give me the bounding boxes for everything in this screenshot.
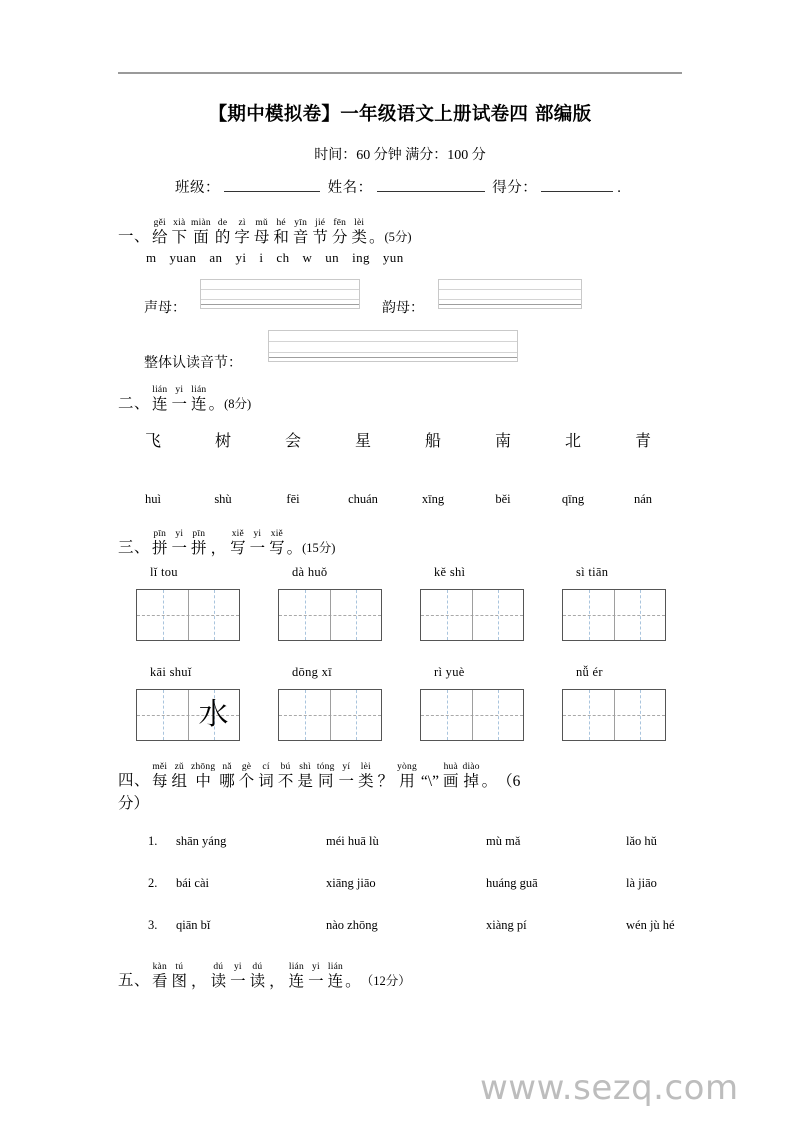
score-input-line[interactable] (541, 178, 613, 192)
ruby-item (172, 529, 188, 557)
letter-item: m (146, 250, 157, 265)
match-character[interactable]: 北 (564, 433, 581, 450)
ruby-pinyin: xià (173, 218, 186, 228)
ruby-item (230, 529, 246, 557)
ruby-item (152, 385, 168, 413)
student-info-row (175, 176, 655, 197)
question-4-row-3 (148, 918, 675, 933)
ruby-char: 不 (277, 773, 294, 790)
ruby-char: 拼 (191, 540, 207, 557)
ruby-char: ， (210, 540, 227, 557)
ruby-item (172, 762, 188, 790)
ruby-pinyin: miàn (191, 218, 211, 228)
question-3-row1-prompts (136, 563, 704, 581)
question-1-period: 。 (368, 229, 385, 246)
grid-divider (330, 590, 331, 640)
ruby-item (293, 218, 309, 246)
name-input-line[interactable] (377, 178, 485, 192)
letter-item: i (259, 250, 264, 265)
ruby-pinyin: dú (252, 962, 263, 972)
ruby-char: 中 (195, 773, 211, 790)
guide-line (439, 289, 581, 290)
ruby-item (328, 962, 344, 990)
ruby-pinyin: dú (213, 962, 224, 972)
word-prompt: dà huǒ (292, 565, 328, 579)
ruby-item (211, 962, 227, 990)
ruby-char: 连 (191, 396, 207, 413)
ruby-char: 个 (238, 773, 255, 790)
question-1-heading (118, 218, 412, 246)
ruby-item (172, 385, 188, 413)
ruby-pinyin: lián (152, 385, 168, 395)
ruby-pinyin: lèi (354, 218, 365, 228)
match-pinyin[interactable]: chuán (348, 492, 378, 506)
question-5-number: 五、 (118, 972, 151, 989)
ruby-item (234, 218, 250, 246)
ruby-item (172, 218, 188, 246)
ruby-pinyin: xiě (231, 529, 244, 539)
ruby-item (317, 762, 335, 790)
ruby-char: ？ (377, 773, 394, 790)
ruby-char: 组 (171, 773, 188, 790)
question-1-score: (5分) (384, 230, 412, 244)
word-option[interactable]: wén jù hé (626, 918, 675, 932)
ruby-char: 拼 (152, 540, 168, 557)
ruby-pinyin: yi (175, 385, 184, 395)
ruby-char: 给 (152, 229, 168, 246)
ruby-char: 分 (331, 229, 348, 246)
ruby-pinyin: tóng (316, 762, 335, 772)
ruby-item (152, 218, 168, 246)
shengmu-answer-box[interactable] (200, 279, 360, 309)
ruby-char: 连 (327, 973, 344, 990)
row-index: 3. (148, 918, 158, 932)
word-prompt: rì yuè (434, 665, 465, 679)
ruby-char: 下 (171, 229, 188, 246)
match-character[interactable]: 树 (214, 433, 231, 450)
ruby-item (250, 962, 266, 990)
ruby-item (152, 529, 168, 557)
ruby-char: 面 (193, 229, 209, 246)
question-5-period: 。 (345, 973, 361, 990)
grid-divider (472, 690, 473, 740)
guide-line (201, 304, 359, 305)
question-4-score-part1: （6 (497, 773, 521, 790)
question-3-number: 三、 (118, 539, 151, 556)
word-option[interactable]: là jiāo (626, 876, 657, 890)
ruby-item (250, 529, 266, 557)
ruby-pinyin: nǎ (222, 762, 232, 772)
grid-filled-character (421, 690, 472, 740)
word-option[interactable]: xiàng pí (486, 918, 527, 932)
ruby-pinyin: pīn (192, 529, 206, 539)
ruby-char: 一 (308, 973, 324, 990)
ruby-pinyin: gěi (153, 218, 166, 228)
word-prompt: dōng xī (292, 665, 332, 679)
match-pinyin[interactable]: huì (145, 492, 161, 506)
ruby-pinyin: jié (315, 218, 326, 228)
ruby-pinyin: yi (233, 962, 242, 972)
ruby-item (351, 218, 367, 246)
letter-item: yuan (169, 250, 197, 265)
guide-line (269, 357, 517, 358)
ruby-char: 节 (312, 229, 328, 246)
match-pinyin[interactable]: nán (633, 492, 653, 506)
question-4-score-part2: 分） (118, 795, 150, 812)
word-option[interactable]: nào zhōng (326, 918, 378, 932)
question-5-score: （12分） (360, 974, 411, 988)
word-prompt: lǐ tou (150, 565, 178, 579)
ruby-pinyin: cí (262, 762, 270, 772)
tianzige-grid[interactable] (420, 589, 524, 641)
ruby-item (397, 762, 417, 790)
ruby-char: 哪 (219, 773, 235, 790)
ruby-pinyin: lián (191, 385, 207, 395)
ruby-char: ， (191, 973, 207, 990)
ruby-char: 和 (273, 229, 289, 246)
ruby-pinyin: lián (327, 962, 343, 972)
ruby-pinyin: hé (276, 218, 286, 228)
top-divider-rule (118, 72, 682, 74)
trailing-dot: . (617, 180, 621, 196)
ruby-item (152, 762, 168, 790)
grid-divider (472, 590, 473, 640)
ruby-pinyin: yi (312, 962, 320, 972)
ruby-pinyin: měi (152, 762, 168, 772)
question-2-number: 二、 (118, 395, 151, 412)
class-label: 班级： (175, 180, 220, 196)
letter-item: w (302, 250, 313, 265)
word-prompt: kě shì (434, 565, 466, 579)
word-option[interactable]: lǎo hǔ (626, 834, 657, 848)
ruby-item (191, 972, 207, 990)
match-pinyin[interactable]: xīng (421, 492, 445, 506)
row-index: 1. (148, 834, 158, 848)
ruby-char: 母 (253, 229, 270, 246)
question-3-heading (118, 529, 335, 557)
ruby-char: 一 (171, 396, 188, 413)
class-input-line[interactable] (224, 178, 320, 192)
tianzige-grid[interactable] (278, 589, 382, 641)
exam-subtitle: 时间：60 分钟 满分：100 分 (314, 148, 486, 163)
ruby-pinyin: zì (238, 218, 246, 228)
ruby-char: 图 (171, 973, 188, 990)
ruby-pinyin: pīn (153, 529, 167, 539)
tianzige-grid[interactable] (420, 689, 524, 741)
grid-filled-character (421, 590, 472, 640)
ruby-item (339, 762, 355, 790)
ruby-pinyin: mǔ (255, 218, 268, 228)
grid-divider (614, 590, 615, 640)
ruby-char: 掉 (463, 773, 479, 790)
grid-filled-character (563, 690, 614, 740)
question-2-score: (8分) (224, 397, 252, 411)
ruby-pinyin: xiě (270, 529, 283, 539)
ruby-item (211, 539, 227, 557)
score-label: 得分： (492, 180, 538, 196)
ruby-char: 字 (234, 229, 250, 246)
word-option[interactable]: xiāng jiāo (326, 876, 376, 890)
guide-line (439, 299, 581, 300)
match-pinyin[interactable]: qīng (561, 492, 585, 506)
word-prompt: kāi shuǐ (150, 665, 192, 679)
site-watermark: www.sezq.com (480, 1068, 739, 1108)
ruby-pinyin: zǔ (174, 762, 184, 772)
yunmu-label: 韵母： (382, 301, 424, 316)
ruby-char: 词 (258, 773, 274, 790)
ruby-item (332, 218, 348, 246)
word-option[interactable]: méi huā lù (326, 834, 379, 848)
ruby-char: 读 (249, 973, 266, 990)
name-label: 姓名： (327, 180, 373, 196)
ruby-char: 连 (152, 396, 168, 413)
tianzige-grid[interactable] (562, 589, 666, 641)
word-prompt: sì tiān (576, 565, 609, 579)
ruby-pinyin: yi (175, 529, 184, 539)
zhengti-label: 整体认读音节： (144, 356, 242, 371)
shengmu-label: 声母： (144, 301, 186, 316)
ruby-pinyin: kàn (152, 962, 167, 972)
word-option[interactable]: huáng guā (486, 876, 538, 890)
ruby-pinyin: fēn (333, 218, 347, 228)
question-4-period: 。 (481, 773, 498, 790)
question-4-row-2 (148, 876, 657, 891)
grid-divider (614, 690, 615, 740)
tianzige-grid[interactable] (136, 589, 240, 641)
match-character[interactable]: 青 (634, 433, 651, 450)
guide-line (269, 341, 517, 342)
ruby-item (278, 762, 294, 790)
ruby-char: 读 (210, 973, 227, 990)
question-3-row1-grids (136, 589, 704, 641)
ruby-item (152, 962, 168, 990)
ruby-item (273, 218, 289, 246)
ruby-char: 写 (269, 540, 285, 557)
word-option[interactable]: shān yáng (176, 834, 227, 848)
grid-filled-character (137, 590, 188, 640)
ruby-pinyin: yí (342, 762, 351, 772)
ruby-item (219, 762, 235, 790)
match-character[interactable]: 船 (424, 433, 441, 450)
ruby-item (443, 762, 459, 790)
guide-line (269, 352, 517, 353)
ruby-char: 一 (230, 973, 246, 990)
guide-line (201, 289, 359, 290)
ruby-item (191, 762, 215, 790)
ruby-pinyin: yi (253, 529, 262, 539)
ruby-item (421, 772, 439, 790)
ruby-item (191, 218, 211, 246)
ruby-char: 音 (292, 229, 309, 246)
ruby-pinyin: lèi (360, 762, 371, 772)
question-1-number: 一、 (118, 228, 151, 245)
ruby-pinyin: huà (443, 762, 458, 772)
question-4-number: 四、 (118, 772, 151, 789)
ruby-item (269, 529, 285, 557)
ruby-char: 画 (442, 773, 459, 790)
ruby-item (191, 385, 207, 413)
question-3-row2-grids (136, 689, 704, 741)
ruby-char: 类 (351, 229, 367, 246)
tianzige-grid[interactable] (562, 689, 666, 741)
grid-filled-character (563, 590, 614, 640)
ruby-item (269, 972, 285, 990)
ruby-char: ， (269, 973, 285, 990)
ruby-pinyin: lián (288, 962, 304, 972)
ruby-char: 同 (317, 773, 334, 790)
word-option[interactable]: qiān bǐ (176, 918, 211, 932)
ruby-pinyin: de (217, 218, 228, 228)
letter-item: an (209, 250, 223, 265)
ruby-item (254, 218, 270, 246)
ruby-item (289, 962, 305, 990)
letter-item: un (325, 250, 340, 265)
zhengti-answer-box[interactable] (268, 330, 518, 362)
ruby-char: 连 (288, 973, 305, 990)
ruby-item (463, 762, 480, 790)
question-1-letter-bank (146, 250, 417, 266)
question-2-heading (118, 385, 251, 413)
page-title: 【期中模拟卷】一年级语文上册试卷四 部编版 (208, 104, 592, 125)
question-3-period: 。 (286, 540, 303, 557)
grid-divider (188, 590, 189, 640)
tianzige-grid[interactable] (278, 689, 382, 741)
ruby-char: “\” (420, 773, 439, 790)
ruby-item (258, 762, 274, 790)
ruby-char: 一 (171, 540, 188, 557)
ruby-pinyin: bú (280, 762, 291, 772)
ruby-pinyin: shì (299, 762, 311, 772)
match-pinyin[interactable]: shù (214, 492, 232, 506)
ruby-pinyin: zhōng (191, 762, 216, 772)
ruby-char: 看 (152, 973, 168, 990)
ruby-pinyin: yòng (397, 762, 417, 772)
row-index: 2. (148, 876, 158, 890)
ruby-item (239, 762, 255, 790)
question-2-pinyin-row (118, 490, 678, 508)
ruby-char: 每 (152, 773, 168, 790)
match-character[interactable]: 会 (284, 433, 301, 450)
ruby-char: 一 (338, 773, 355, 790)
word-prompt: nǚ ér (576, 665, 603, 679)
ruby-item (172, 962, 188, 990)
ruby-char: 是 (297, 773, 313, 790)
question-2-character-row (118, 428, 678, 451)
grid-filled-character (279, 590, 330, 640)
ruby-item (378, 772, 394, 790)
question-4-row-1 (148, 834, 657, 849)
match-character[interactable]: 星 (354, 433, 371, 450)
question-3-row2-prompts (136, 663, 704, 681)
question-4-heading (118, 762, 520, 790)
ruby-item (191, 529, 207, 557)
grid-filled-character: 水 (198, 697, 229, 732)
yunmu-answer-box[interactable] (438, 279, 582, 309)
ruby-item (308, 962, 324, 990)
ruby-char: 一 (249, 540, 266, 557)
match-pinyin[interactable]: běi (495, 492, 511, 506)
grid-divider (330, 690, 331, 740)
guide-line (439, 304, 581, 305)
ruby-item (297, 762, 313, 790)
ruby-pinyin: tú (175, 962, 184, 972)
ruby-char: 类 (358, 773, 374, 790)
ruby-pinyin: gè (241, 762, 252, 772)
match-pinyin[interactable]: fēi (286, 492, 300, 506)
ruby-pinyin: diào (462, 762, 480, 772)
ruby-item (215, 218, 231, 246)
guide-line (201, 299, 359, 300)
letter-item: ing (352, 250, 370, 265)
match-character[interactable]: 飞 (144, 433, 161, 450)
word-option[interactable]: bái cài (176, 876, 209, 890)
ruby-char: 的 (214, 229, 231, 246)
ruby-char: 用 (399, 773, 415, 790)
ruby-item (230, 962, 246, 990)
ruby-pinyin: yīn (294, 218, 308, 228)
ruby-char: 写 (230, 540, 246, 557)
ruby-item (358, 762, 374, 790)
letter-item: yun (382, 250, 404, 265)
grid-filled-character (279, 690, 330, 740)
question-3-score: (15分) (302, 541, 336, 555)
letter-item: yi (235, 250, 247, 265)
question-5-heading (118, 962, 411, 990)
question-2-period: 。 (208, 396, 225, 413)
letter-item: ch (276, 250, 290, 265)
word-option[interactable]: mù mǎ (486, 834, 521, 848)
ruby-item (312, 218, 328, 246)
match-character[interactable]: 南 (494, 433, 511, 450)
tianzige-grid[interactable] (136, 689, 240, 741)
